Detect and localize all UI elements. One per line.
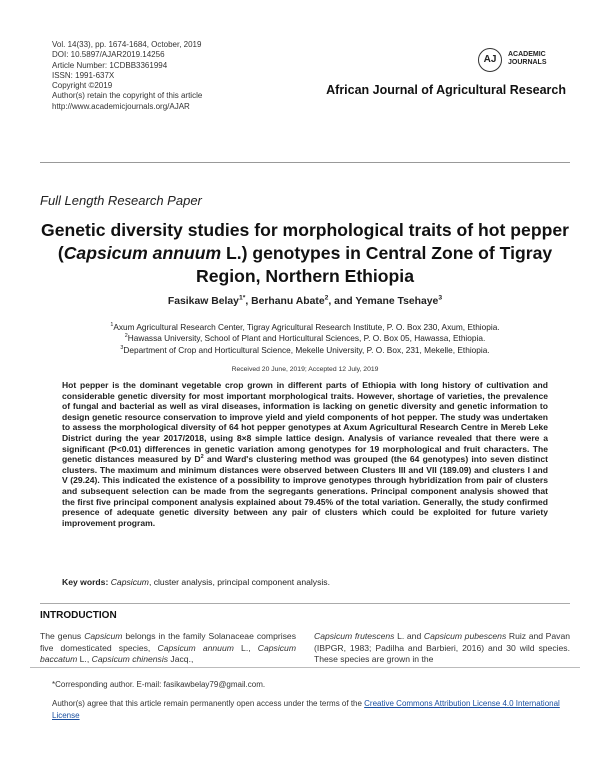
affiliation-mark: 2 (124, 333, 128, 340)
affiliation-text: Department of Crop and Horticultural Science, Mekelle University, P. O. Box, 231, Mekelle, Ethiopia. (123, 344, 490, 355)
keywords (62, 577, 548, 587)
metadata-line: DOI: 10.5897/AJAR2019.14256 (52, 50, 165, 60)
body-text: Jacq., (168, 654, 194, 665)
title-part-1: Genetic diversity studies for morphological traits of hot pepper ( (41, 220, 569, 263)
academic-journals-logo: AJ (478, 48, 502, 72)
article-title (40, 219, 570, 288)
article-metadata (52, 40, 202, 112)
affiliation-mark: 3 (120, 344, 124, 351)
affiliations (40, 322, 570, 356)
affiliation-text: Axum Agricultural Research Center, Tigray Agricultural Research Institute, P. O. Box 230, Axum, Ethiopia. (113, 322, 500, 332)
body-text: Ruiz and Pavan (IBPGR, 1983; Padilha and Barbieri, 2016) and 30 wild species. These species are grown in the (314, 631, 571, 665)
author-affiliation-mark: 3 (438, 294, 443, 302)
journal-name: African Journal of Agricultural Research (326, 83, 566, 97)
intro-right-column (314, 631, 570, 666)
publisher-line-1: ACADEMIC (508, 51, 546, 58)
introduction-heading: INTRODUCTION (40, 610, 117, 621)
corresponding-author: *Corresponding author. E-mail: fasikawbelay79@gmail.com. (52, 680, 266, 689)
body-text: belongs in the family Solanaceae comprises five domesticated species, (40, 631, 297, 653)
abstract-text-2: and Ward's clustering method was grouped (the 64 genotypes) into seven distinct clusters. The maximum and minimum distances were observed between Clusters III and VII (189.09) and clusters I and V (29.24). This indicated the existence of a possibility to improve genotypes through hybridization from pair of clusters and subsequent selection can be made from the segregants generations. Principal component analysis showed that the first five principal component analysis explained about 79.45% of the total variation. Generally, the study confirmed presence of adequate genetic diversity between any pair of clusters which could be exploited for future variety improvement program. (62, 454, 548, 528)
species-name: Capsicum annuum (157, 642, 234, 653)
affiliation-text: Hawassa University, School of Plant and Horticultural Sciences, P. O. Box 05, Hawassa, Ethiopia. (127, 333, 486, 344)
metadata-line: Author(s) retain the copyright of this article (52, 91, 203, 101)
keyword-capsicum: Capsicum (110, 577, 149, 587)
article-type: Full Length Research Paper (40, 193, 202, 208)
author-list (40, 296, 570, 307)
metadata-line: Copyright ©2019 (52, 81, 113, 91)
license-notice (52, 698, 572, 721)
metadata-line: Vol. 14(33), pp. 1674-1684, October, 2019 (52, 40, 202, 49)
species-name: Capsicum chinensis (91, 654, 169, 665)
metadata-line: Article Number: 1CDBB3361994 (52, 60, 168, 70)
footnote-divider (30, 667, 580, 668)
header-divider (40, 162, 570, 163)
title-species: Capsicum annuum (63, 243, 222, 263)
intro-left-column (40, 631, 296, 666)
license-text: Author(s) agree that this article remain permanently open access under the terms of the (52, 699, 365, 708)
author-affiliation-mark: 2 (324, 294, 329, 302)
species-name: Capsicum (84, 631, 123, 641)
body-text: L., (77, 654, 92, 665)
body-text: L., (233, 642, 258, 653)
abstract-text-1: Hot pepper is the dominant vegetable crop grown in different parts of Ethiopia with long history of cultivation and considerable genetic diversity for most important morphological traits. However, shortage of varieties, the prevalence of fungal and bacterial as well as viral diseases, information is lacking on genetic diversity and genetic information to design genetic resource conservation to improve yield and yield components of hot pepper. The study was undertaken to assess the morphological diversity of 64 hot pepper genotypes at Axum Agricultural Research Centre in Mereb Leke District during the year 2017/2018, using 8×8 simple lattice design. Analysis of variance revealed that there were a significant (P<0.01) differences in genetic variation among genotypes for 19 morphological and fruit characters. The genetic distances measured by D (62, 380, 548, 465)
license-link[interactable]: Creative Commons Attribution License 4.0 International License (52, 699, 560, 720)
section-divider (40, 603, 570, 604)
body-text: L. and (394, 631, 424, 641)
body-text: The genus (40, 631, 85, 641)
metadata-line: http://www.academicjournals.org/AJAR (52, 101, 190, 111)
affiliation-line (40, 345, 570, 356)
abstract-superscript: 2 (200, 454, 204, 461)
author-name: Berhanu Abate (251, 296, 325, 307)
author-separator: , (245, 296, 252, 307)
abstract (62, 380, 548, 528)
species-name: Capsicum baccatum (40, 642, 296, 665)
keywords-label: Key words: (62, 577, 109, 587)
author-name: Yemane Tsehaye (355, 296, 439, 307)
metadata-line: ISSN: 1991-637X (52, 70, 115, 80)
title-part-2: L.) genotypes in Central Zone of Tigray Region, Northern Ethiopia (196, 243, 553, 286)
affiliation-mark: 1 (110, 322, 114, 329)
received-dates: Received 20 June, 2019; Accepted 12 July, 2019 (231, 366, 379, 373)
author-separator: , and (328, 296, 356, 307)
author-name: Fasikaw Belay (167, 296, 239, 307)
affiliation-line (40, 333, 570, 344)
publisher-name (508, 51, 547, 67)
species-name: Capsicum frutescens (314, 631, 395, 641)
affiliation-line (40, 322, 570, 333)
keywords-rest: , cluster analysis, principal component analysis. (148, 577, 330, 587)
species-name: Capsicum pubescens (423, 631, 507, 641)
publisher-line-2: JOURNALS (508, 59, 547, 66)
author-affiliation-mark: 1* (238, 294, 246, 302)
